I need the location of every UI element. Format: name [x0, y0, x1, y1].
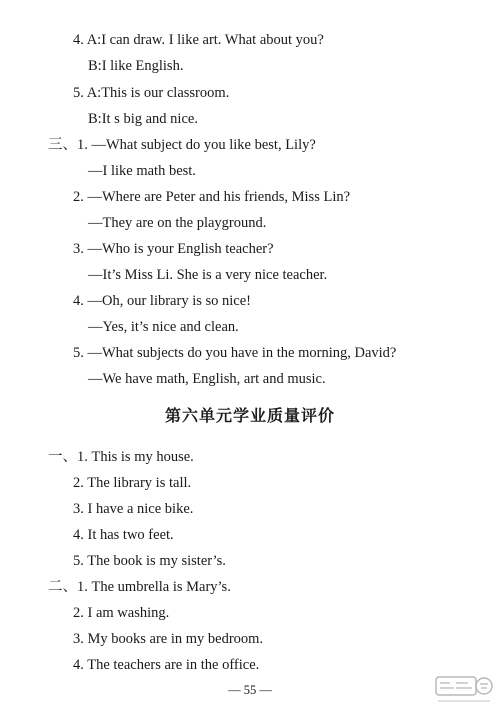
page-number: — 55 — [228, 683, 272, 697]
answer-line: 3. My books are in my bedroom. [73, 631, 264, 647]
answer-line: 4. —Oh, our library is so nice! [73, 293, 251, 309]
answer-line: 二、1. The umbrella is Mary’s. [48, 579, 231, 595]
answer-line: 2. The library is tall. [73, 475, 192, 491]
answer-line: 3. —Who is your English teacher? [73, 241, 274, 257]
answer-line: 4. The teachers are in the office. [73, 657, 260, 673]
answer-line: 2. I am washing. [73, 605, 170, 621]
watermark-stamp-icon [434, 673, 494, 707]
answer-line: B:I like English. [88, 58, 184, 74]
answer-line: B:It s big and nice. [88, 111, 198, 127]
answer-line: 4. A:I can draw. I like art. What about you? [73, 32, 324, 48]
answer-line: 4. It has two feet. [73, 527, 174, 543]
answer-line: 3. I have a nice bike. [73, 501, 194, 517]
answer-line: 2. —Where are Peter and his friends, Miss Lin? [73, 189, 351, 205]
answer-line: 三、1. —What subject do you like best, Lily? [48, 137, 316, 153]
answer-line: 5. —What subjects do you have in the morning, David? [73, 345, 397, 361]
answer-line: —We have math, English, art and music. [88, 371, 326, 387]
answer-line: 5. A:This is our classroom. [73, 85, 230, 101]
answer-line: —Yes, it’s nice and clean. [88, 319, 239, 335]
answer-line: —It’s Miss Li. She is a very nice teacher. [88, 267, 328, 283]
answer-line: —They are on the playground. [88, 215, 267, 231]
answer-line: 一、1. This is my house. [48, 449, 194, 465]
answer-line: —I like math best. [88, 163, 196, 179]
answer-line: 5. The book is my sister’s. [73, 553, 226, 569]
section-title: 第六单元学业质量评价 [164, 406, 335, 425]
